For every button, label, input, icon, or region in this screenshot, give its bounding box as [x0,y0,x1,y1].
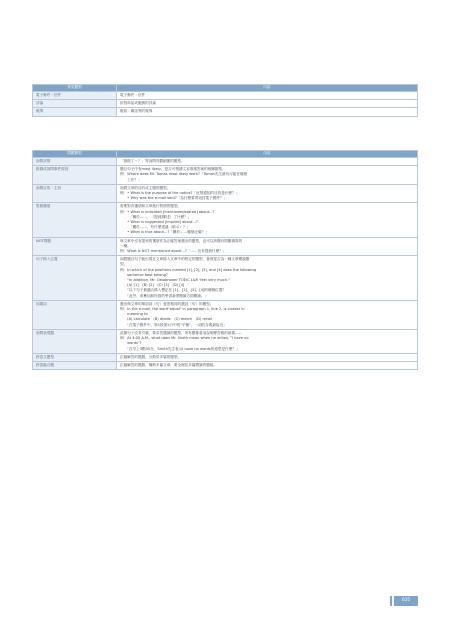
content-line: sentence best belong? [120,272,168,277]
content-line: 例：• What is indicated [mentioned/stated] about...? [120,209,215,214]
row-type-cell: 詢問表現題 [33,329,117,353]
table-row [33,108,418,116]
table-row [33,329,418,353]
content-line: 「此外，來參加和所寫的學習新愛閱讀方面閱讀。」 [120,293,209,298]
row-type-cell: 報導 [33,108,117,116]
row-content-cell [117,92,418,100]
row-content-cell [117,184,418,203]
row-content-cell [117,329,418,353]
content-line: • What is suggested [implied] about...? [120,220,198,225]
content-line: words"? [120,341,142,346]
table-row [33,100,418,108]
content-line: 「關於……，有什麼建議（暗示）？」 [120,225,191,230]
article-types-body [33,92,418,117]
row-type-cell: 詢問詳情 [33,158,117,166]
row-content-cell [117,361,418,369]
content-line: 「關於……，（提到/陳述）了什麼？」 [120,214,192,219]
content-line: (A) calculate (B) divide (C) match (D) recall [120,317,213,322]
table-row [33,203,418,237]
row-type-cell: 同義詞 [33,300,117,329]
header-content: 內容 [117,85,418,92]
content-line: 「誰做了～？」等詢問具體細節的題型。 [120,159,185,163]
content-line: 電子郵件・信件 [120,93,146,97]
content-line: 需要對各選項和文章進行對照的題型。 [120,204,182,209]
content-line: • What is true about...?「關於……哪個正確？」 [120,230,209,235]
table-row [33,166,418,185]
content-line: 報紙・雜誌等的報導 [120,109,153,114]
content-line: 「在電子郵件中，第1段第2行中的"平衡"，一詞的含義最接近」 [120,322,227,327]
row-type-cell: 電子郵件・信件 [33,92,117,100]
content-line: (A) [1] (B) [2] (C) [3] (D) [4] [120,283,185,288]
content-line: "In addition, Mr. Ostabrower TOEIC L&R 'feel very much." [120,278,230,283]
table-row [33,256,418,301]
content-line: 例：• What is the purpose of the notice?「這則通知的目的是什麼？」 [120,191,240,196]
content-line: 選出與文章的單詞詞（句）意思相同的選詞（句）的題型。 [120,301,214,306]
row-type-cell: 跨語融合題 [33,361,117,369]
page-number-bar [390,596,392,606]
content-line: 與文章中沒有提到的選項作為正確答案選出的題型，也可以該題有問題填寫的 [120,238,243,243]
content-line: 工作？」 [120,177,142,182]
question-types-table [32,150,418,370]
row-content-cell [117,108,418,116]
content-line: 題目句子中有most likely，是否可根據文本推測答案的相關類型。 [120,167,226,172]
content-line: 「以下句子最適合插入標記在 [1]、[2]、[3]、[4]的哪個位置？ [120,288,226,293]
content-line: 例：Where does Mr. Tomas most likely work?「Tomas先生最有可能在哪裡 [120,172,248,177]
article-types-table [32,84,418,117]
content-line: 正確解答的題據，橫跨多篇文章，要全理及多篇閱讀的題組。 [120,362,218,367]
row-content-cell [117,300,418,329]
content-line: 例：In which of the positions marked [1], [2], [3], and [4] does the following [120,267,257,272]
content-line: 「在早上3點05分，Smith先生表示I have no words的意思是什麼？」 [120,346,240,351]
table-header-row [33,151,418,158]
row-content-cell [117,203,418,237]
page-number: 025 [394,596,418,606]
table-row [33,237,418,256]
table-row [33,92,418,100]
content-line: 型。 [120,262,128,267]
content-line: 針對商品或服務的評論 [120,101,156,106]
header-content: 內容 [117,151,418,158]
table-row [33,184,418,203]
table-header-row [33,85,418,92]
row-type-cell: 評論 [33,100,117,108]
header-common-types: 常見題型 [33,85,117,92]
table-row [33,300,418,329]
row-type-cell: NOT問題 [33,237,117,256]
row-content-cell [117,100,418,108]
content-line: 一種。 [120,243,131,248]
row-content-cell [117,158,418,166]
content-line: meaning to [120,312,148,317]
table-row [33,353,418,361]
question-types-body [33,158,418,370]
row-type-cell: 詢問目的・主旨 [33,184,117,203]
content-line: 例：In the e-mail, the word"equal" in paragraph 1, line 2, is closest in [120,307,245,312]
table-row [33,158,418,166]
content-line: 此類句子沒有引號，要求答題讀的題型，所有題都會這說明聲音報的意義…… [120,330,243,335]
content-line: • Why was the e-mail sent?「為什麼要寄這封電子郵件？」 [120,196,228,201]
header-question-type: 問題類型 [33,151,117,158]
content-line: 例：What is NOT mentioned about...?「……沒有提到什麼？」 [120,249,227,254]
row-content-cell [117,166,418,185]
row-content-cell [117,256,418,301]
row-content-cell [117,237,418,256]
row-type-cell: 句子插入位置 [33,256,117,301]
content-line: 詢問題目句子能出現在文章插入文章中的特定的題型，會被是否為一種文章閱讀題 [120,257,250,262]
table-row [33,361,418,369]
content-line: 正確解答的題據，分散於多篇的題型。 [120,354,182,359]
row-type-cell: 跨語文題型 [33,353,117,361]
content-line: 例：At 3:05 A.M., what does Mr. Smith mean when he writes, "I have no [120,336,249,341]
row-type-cell: 對照選項 [33,203,117,237]
row-type-cell: 推測或詢問事件原因 [33,166,117,185]
row-content-cell [117,353,418,361]
content-line: 詢問文章的目的或主題的題型。 [120,185,171,190]
